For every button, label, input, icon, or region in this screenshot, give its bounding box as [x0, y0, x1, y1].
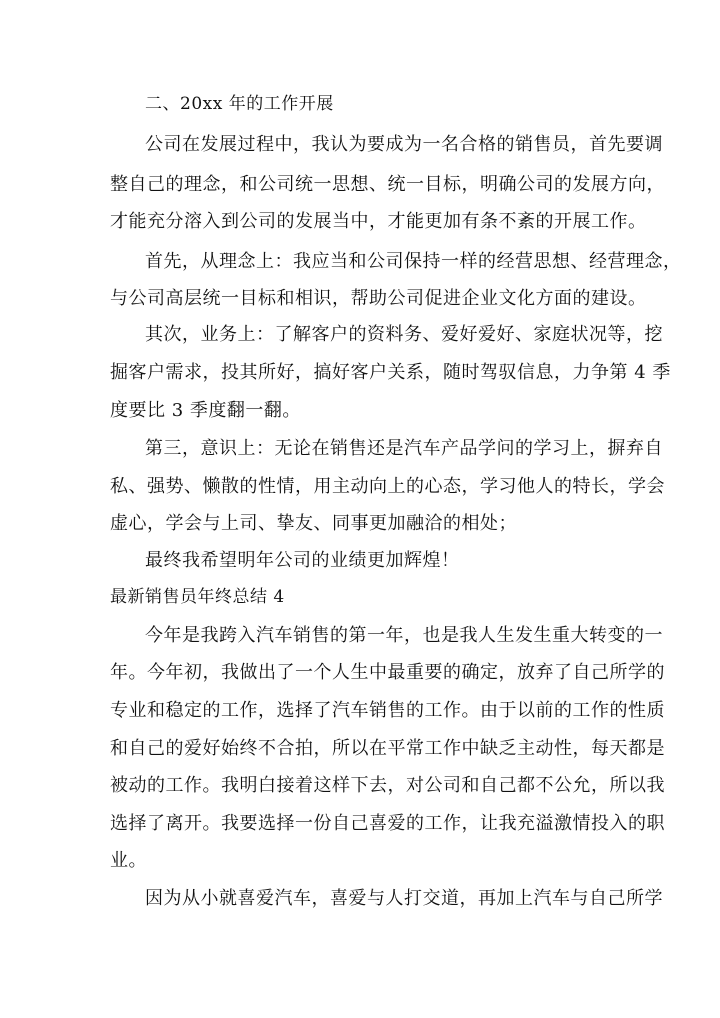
section-title: 最新销售员年终总结 4 [110, 587, 285, 607]
paragraph-line: 今年是我跨入汽车销售的第一年，也是我人生发生重大转变的一 [145, 625, 663, 646]
section-heading: 二、20xx 年的工作开展 [145, 94, 334, 114]
paragraph-line: 选择了离开。我要选择一份自己喜爱的工作，让我充溢激情投入的职 [110, 813, 665, 834]
paragraph-line: 业。 [110, 850, 147, 871]
paragraph-line: 与公司高层统一目标和相识，帮助公司促进企业文化方面的建设。 [110, 288, 647, 309]
paragraph-line: 公司在发展过程中，我认为要成为一名合格的销售员，首先要调 [145, 134, 663, 155]
paragraph-line: 整自己的理念，和公司统一思想、统一目标，明确公司的发展方向， [110, 174, 665, 195]
paragraph-line: 首先，从理念上：我应当和公司保持一样的经营思想、经营理念， [145, 251, 682, 272]
paragraph-line: 最终我希望明年公司的业绩更加辉煌！ [145, 550, 460, 571]
paragraph-line: 才能充分溶入到公司的发展当中，才能更加有条不紊的开展工作。 [110, 211, 647, 232]
paragraph-line: 第三，意识上：无论在销售还是汽车产品学问的学习上，摒弃自 [145, 438, 663, 459]
paragraph-line: 专业和稳定的工作，选择了汽车销售的工作。由于以前的工作的性质 [110, 700, 665, 721]
paragraph-line: 因为从小就喜爱汽车，喜爱与人打交道，再加上汽车与自己所学 [145, 888, 663, 909]
paragraph-line: 和自己的爱好始终不合拍，所以在平常工作中缺乏主动性，每天都是 [110, 738, 665, 759]
paragraph-line: 虚心，学会与上司、挚友、同事更加融洽的相处； [110, 513, 517, 534]
paragraph-line: 被动的工作。我明白接着这样下去，对公司和自己都不公允，所以我 [110, 775, 665, 796]
paragraph-line: 年。今年初，我做出了一个人生中最重要的确定，放弃了自己所学的 [110, 662, 665, 683]
paragraph-line: 私、强势、懒散的性情，用主动向上的心态，学习他人的特长，学会 [110, 476, 665, 497]
paragraph-line: 度要比 3 季度翻一翻。 [110, 400, 301, 421]
paragraph-line: 其次，业务上：了解客户的资料务、爱好爱好、家庭状况等，挖 [145, 324, 663, 345]
paragraph-line: 掘客户需求，投其所好，搞好客户关系，随时驾驭信息，力争第 4 季 [110, 362, 671, 383]
